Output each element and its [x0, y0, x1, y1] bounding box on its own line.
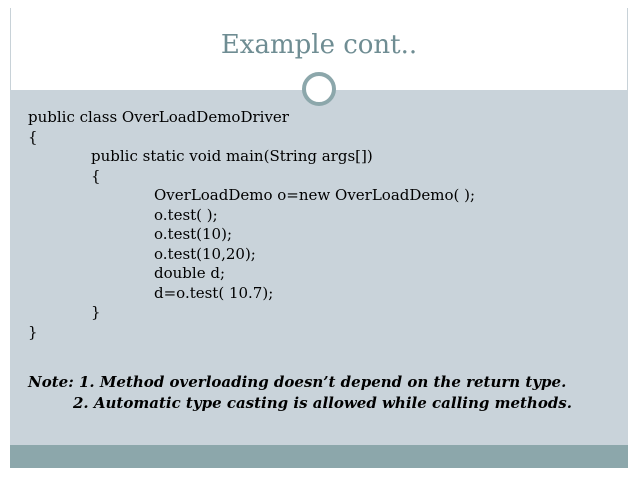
note-block: [28, 372, 572, 414]
code-line: }: [28, 322, 38, 341]
code-line: o.test( );: [154, 205, 218, 224]
code-line: public static void main(String args[]): [91, 147, 373, 165]
ring-ornament-icon: [302, 72, 336, 106]
code-line: {: [28, 127, 38, 146]
code-line: OverLoadDemo o=new OverLoadDemo( );: [154, 186, 476, 204]
code-line: {: [91, 166, 101, 185]
slide-title: Example cont..: [220, 30, 418, 60]
code-line: d=o.test( 10.7);: [154, 283, 274, 302]
code-line: }: [91, 303, 101, 321]
code-line: public class OverLoadDemoDriver: [28, 108, 289, 126]
bottom-accent-band: [10, 445, 628, 468]
note-line-2: 2. Automatic type casting is allowed while calling methods.: [73, 394, 572, 412]
code-line: o.test(10,20);: [154, 244, 256, 263]
note-line-1: Note: 1. Method overloading doesn’t depend on the return type.: [28, 373, 567, 391]
code-line: double d;: [154, 264, 225, 282]
code-line: o.test(10);: [154, 225, 233, 243]
code-block: [28, 108, 475, 342]
